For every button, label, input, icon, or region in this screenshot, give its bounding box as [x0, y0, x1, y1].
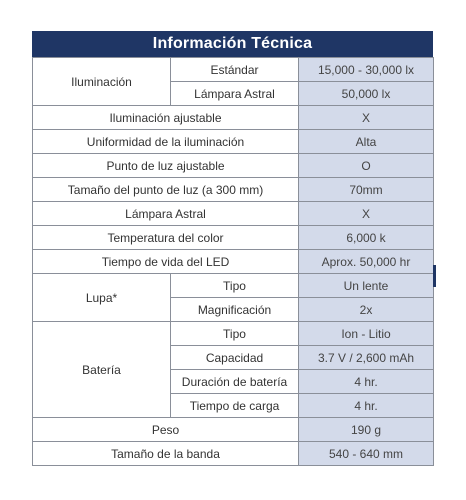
group-label-lupa: Lupa*: [33, 274, 171, 322]
spec-label: Peso: [33, 418, 299, 442]
table-row: [33, 322, 434, 346]
spec-value: 4 hr.: [299, 394, 434, 418]
spec-value: X: [299, 202, 434, 226]
table-row: [33, 442, 434, 466]
spec-label: Tipo: [171, 322, 299, 346]
spec-label: Tiempo de carga: [171, 394, 299, 418]
table-row: [33, 418, 434, 442]
spec-label: Tamaño de la banda: [33, 442, 299, 466]
table-row: [33, 58, 434, 82]
spec-value: 4 hr.: [299, 370, 434, 394]
table-row: [33, 130, 434, 154]
spec-value: 15,000 - 30,000 lx: [299, 58, 434, 82]
spec-label: Lámpara Astral: [33, 202, 299, 226]
spec-label: Capacidad: [171, 346, 299, 370]
spec-label: Uniformidad de la iluminación: [33, 130, 299, 154]
spec-label: Magnificación: [171, 298, 299, 322]
group-label-iluminacion: Iluminación: [33, 58, 171, 106]
spec-value: O: [299, 154, 434, 178]
spec-label: Temperatura del color: [33, 226, 299, 250]
table-row: [33, 202, 434, 226]
spec-label: Tipo: [171, 274, 299, 298]
spec-value: 540 - 640 mm: [299, 442, 434, 466]
spec-value: Aprox. 50,000 hr: [299, 250, 434, 274]
group-label-bateria: Batería: [33, 322, 171, 418]
spec-label: Estándar: [171, 58, 299, 82]
table-row: [33, 154, 434, 178]
spec-sheet: [32, 31, 433, 466]
table-row: [33, 178, 434, 202]
spec-value: 70mm: [299, 178, 434, 202]
table-title: Información Técnica: [32, 31, 433, 57]
spec-value: Alta: [299, 130, 434, 154]
spec-label: Duración de batería: [171, 370, 299, 394]
spec-label: Tiempo de vida del LED: [33, 250, 299, 274]
table-row: [33, 274, 434, 298]
spec-label: Lámpara Astral: [171, 82, 299, 106]
table-row: [33, 250, 434, 274]
spec-label: Tamaño del punto de luz (a 300 mm): [33, 178, 299, 202]
spec-value: 2x: [299, 298, 434, 322]
spec-value: 190 g: [299, 418, 434, 442]
table-row: [33, 106, 434, 130]
spec-label: Punto de luz ajustable: [33, 154, 299, 178]
spec-value: Ion - Litio: [299, 322, 434, 346]
spec-value: 6,000 k: [299, 226, 434, 250]
edge-mark: [433, 265, 436, 287]
table-row: [33, 226, 434, 250]
spec-value: Un lente: [299, 274, 434, 298]
spec-table: [32, 57, 434, 466]
spec-value: 50,000 lx: [299, 82, 434, 106]
spec-value: 3.7 V / 2,600 mAh: [299, 346, 434, 370]
spec-label: Iluminación ajustable: [33, 106, 299, 130]
spec-value: X: [299, 106, 434, 130]
